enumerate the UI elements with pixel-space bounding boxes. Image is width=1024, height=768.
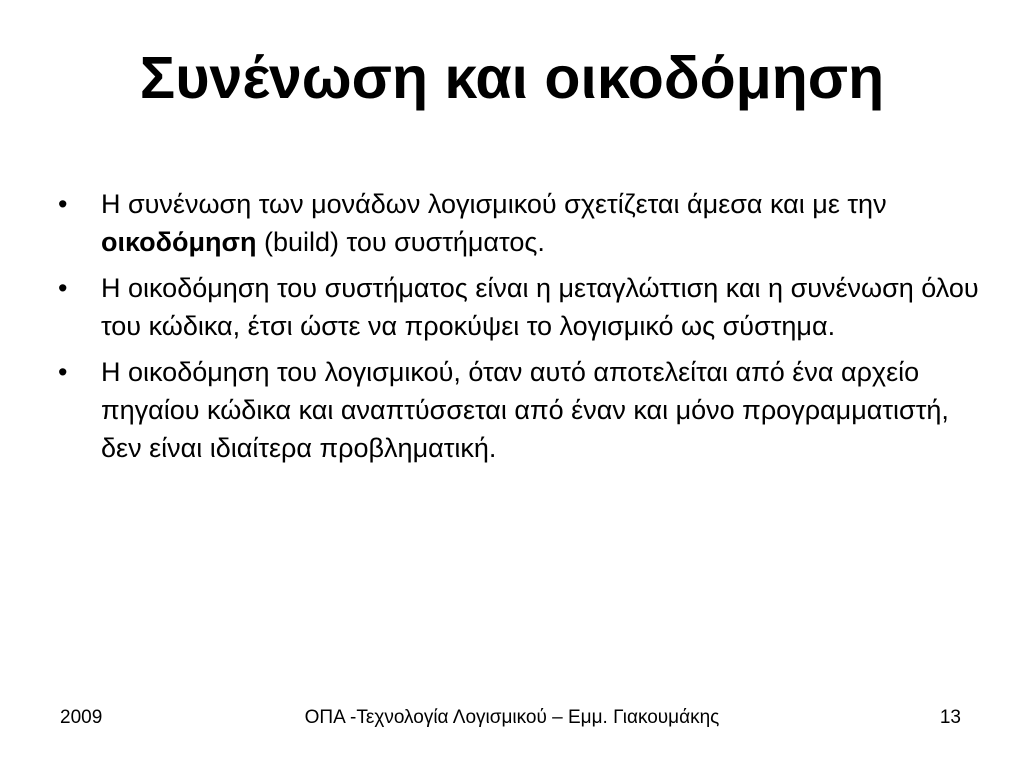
bullet-text: Η συνένωση των μονάδων λογισμικού σχετίζεται άμεσα και με την	[101, 189, 887, 219]
bullet-text: Η οικοδόμηση του συστήματος είναι η μεταγλώττιση και η συνένωση όλου του κώδικα, έτσι ώστε να προκύψει το λογισμικό ως σύστημα.	[101, 273, 979, 341]
bullet-item	[58, 185, 988, 261]
bullet-item	[58, 353, 988, 467]
bullet-text: (build) του συστήματος.	[256, 227, 545, 257]
bullet-icon: •	[58, 357, 68, 387]
bullet-icon: •	[58, 273, 68, 303]
footer-course: ΟΠΑ -Τεχνολογία Λογισμικού – Εμμ. Γιακουμάκης	[304, 707, 720, 728]
slide-title: Συνένωση και οικοδόμηση	[139, 45, 885, 111]
footer-page-number: 13	[939, 707, 961, 728]
bullet-item	[58, 269, 988, 345]
bullet-bold-term: οικοδόμηση	[101, 227, 257, 257]
bullet-icon: •	[58, 189, 68, 219]
bullet-list	[58, 185, 988, 475]
footer-year: 2009	[60, 707, 103, 728]
bullet-text: Η οικοδόμηση του λογισμικού, όταν αυτό αποτελείται από ένα αρχείο πηγαίου κώδικα και αναπτύσσεται από έναν και μόνο προγραμματιστή, δεν είναι ιδιαίτερα προβληματική.	[101, 357, 949, 463]
